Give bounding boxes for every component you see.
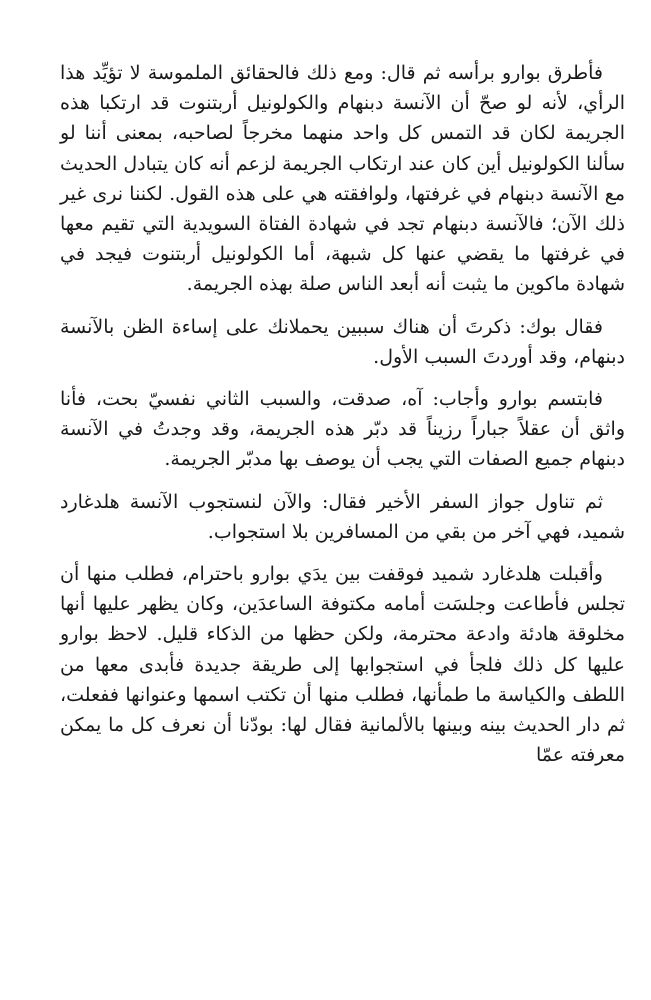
paragraph-poirot-reasoning: فأطرق بوارو برأسه ثم قال: ومع ذلك فالحقائق الملموسة لا تؤيِّد هذا الرأي، لأنه لو صحّ أن الآنسة دبنهام والكولونيل أربتنوت قد ارتكبا هذه الجريمة لكان قد التمس كل واحد منهما مخرجاً لصاحبه، بمعنى أننا لو سألنا الكولونيل أين كان عند ارتكاب الجريمة لزعم أنه كان يتبادل الحديث مع الآنسة دبنهام في غرفتها، ولوافقته هي على هذه القول. لكننا نرى غير ذلك الآن؛ فالآنسة دبنهام تجد في شهادة الفتاة السويدية التي تقيم معها في غرفتها ما يقضي عنها كل شبهة، أما الكولونيل أربتنوت فيجد في شهادة ماكوين ما يثبت أنه أبعد الناس صلة بهذه الجريمة. (60, 62, 625, 296)
paragraph-hildegarde-schmidt: وأقبلت هلدغارد شميد فوقفت بين يدَي بوارو باحترام، فطلب منها أن تجلس فأطاعت وجلسَت أمامه مكتوفة الساعدَين، وكان يظهر عليها أنها مخلوقة هادئة وادعة محترمة، ولكن حظها من الذكاء قليل. لاحظ بوارو عليها كل ذلك فلجأ في استجوابها إلى طريقة جديدة فأبدى معها من اللطف والكياسة ما طمأنها، فطلب منها أن تكتب اسمها وعنوانها ففعلت، ثم دار الحديث بينه وبينها بالألمانية فقال لها: بودّنا أن نعرف كل ما يمكن معرفته عمّا (60, 563, 625, 767)
paragraph-bouc-question: فقال بوك: ذكرتَ أن هناك سببين يحملانك على إساءة الظن بالآنسة دبنهام، وقد أوردتَ السبب الأول. (60, 315, 625, 368)
paragraph-last-passport: ثم تناول جواز السفر الأخير فقال: والآن لنستجوب الآنسة هلدغارد شميد، فهي آخر من بقي من المسافرين بلا استجواب. (60, 490, 625, 543)
book-page-text (60, 58, 625, 782)
paragraph-poirot-second-reason: فابتسم بوارو وأجاب: آه، صدقت، والسبب الثاني نفسيّ بحت، فأنا واثق أن عقلاً جباراً رزيناً قد دبّر هذه الجريمة، وقد وجدتُ في الآنسة دبنهام جميع الصفات التي يجب أن يوصف بها مدبّر الجريمة. (60, 388, 625, 471)
